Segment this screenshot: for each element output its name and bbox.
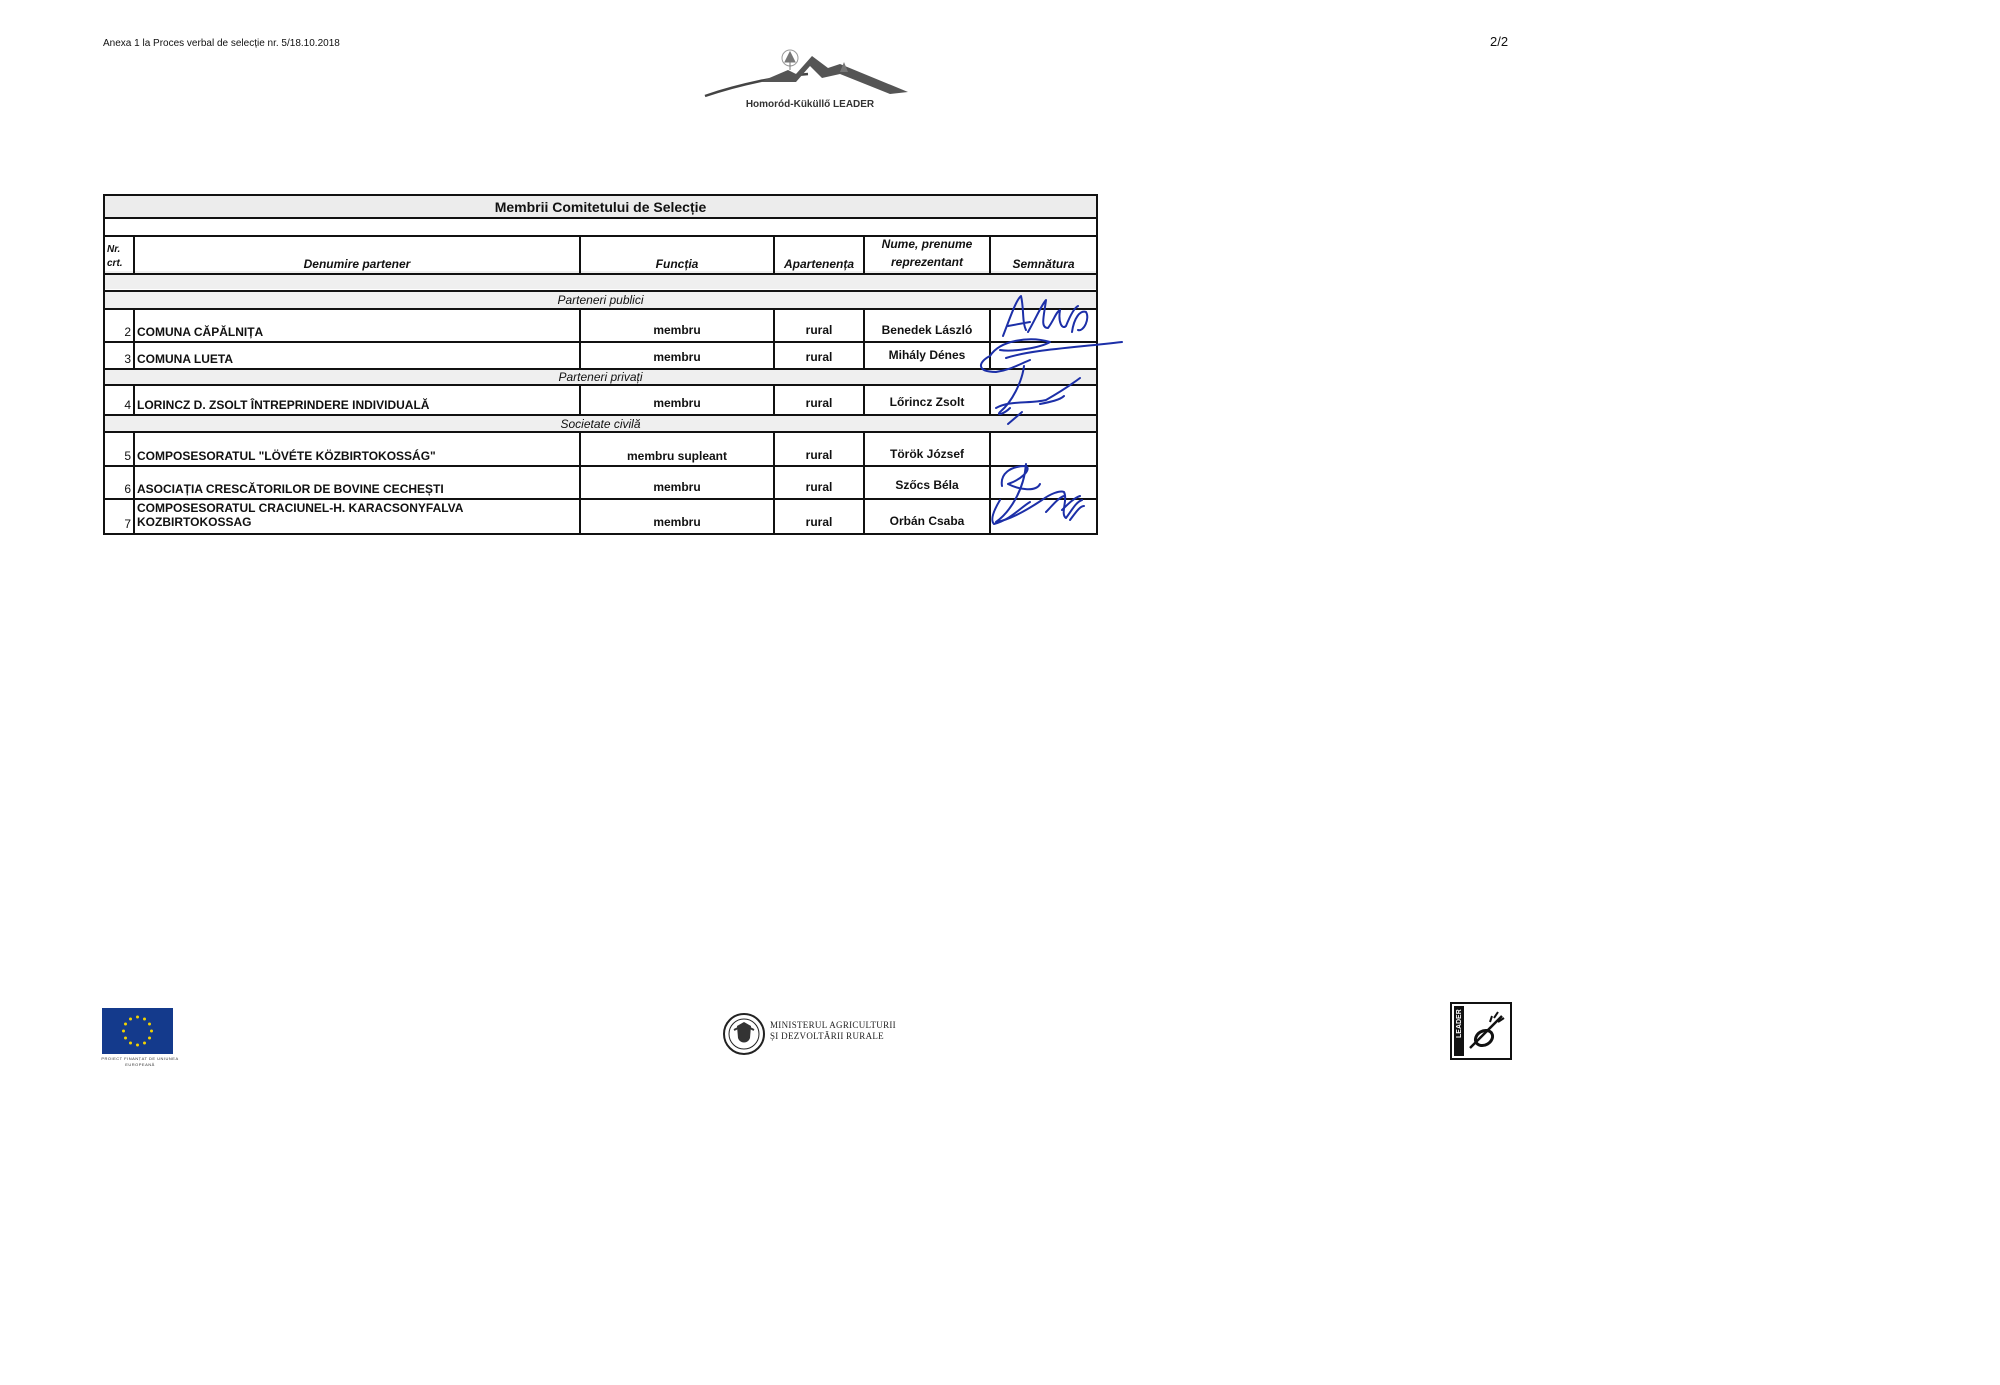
column-header-representative: Nume, prenume reprezentant	[881, 237, 973, 269]
partner-name: COMUNA CĂPĂLNIȚA	[137, 325, 264, 339]
leader-badge-logo	[1450, 1002, 1512, 1060]
representative-name: Török József	[889, 447, 964, 461]
row-number: 5	[124, 449, 131, 463]
representative-name: Benedek László	[881, 323, 973, 337]
org-name: Homoród-Küküllő LEADER	[745, 99, 875, 110]
mountain-logo-icon	[700, 44, 920, 100]
partner-affiliation: rural	[805, 480, 833, 494]
eu-stars-icon	[102, 1008, 173, 1054]
partner-function: membru	[653, 480, 701, 494]
table-title: Membrii Comitetului de Selecție	[105, 196, 1096, 217]
partner-function: membru	[653, 350, 701, 364]
row-number: 4	[124, 398, 131, 412]
romanian-coat-of-arms-icon	[722, 1012, 766, 1056]
homorod-kukullo-leader-logo	[700, 44, 920, 116]
partner-function: membru	[653, 396, 701, 410]
partner-name: LORINCZ D. ZSOLT ÎNTREPRINDERE INDIVIDUALĂ	[137, 398, 430, 412]
ministry-line-2: ȘI DEZVOLTĂRII RURALE	[770, 1031, 884, 1041]
section-civil-society: Societate civilă	[560, 416, 641, 431]
section-private-partners: Parteneri privați	[558, 370, 643, 384]
column-header-function: Funcția	[655, 257, 699, 271]
leader-badge-text: LEADER	[1456, 1009, 1463, 1038]
column-header-signature: Semnătura	[1012, 257, 1075, 271]
partner-affiliation: rural	[805, 448, 833, 462]
representative-name: Szőcs Béla	[895, 478, 959, 492]
column-header-affiliation: Apartenența	[783, 257, 854, 271]
partner-affiliation: rural	[805, 350, 833, 364]
selection-committee-table	[103, 194, 1098, 535]
representative-name: Orbán Csaba	[889, 514, 965, 528]
partner-function: membru supleant	[626, 449, 728, 463]
partner-function: membru	[653, 323, 701, 337]
annex-reference: Anexa 1 la Proces verbal de selecție nr. 5/18.10.2018	[103, 38, 340, 49]
partner-name: COMUNA LUETA	[137, 352, 233, 366]
row-number: 3	[124, 352, 131, 366]
ministry-seal-logo	[722, 1012, 766, 1056]
column-header-nr: Nr. crt.	[107, 244, 123, 269]
row-number: 2	[124, 325, 131, 339]
row-number: 6	[124, 482, 131, 496]
page-number: 2/2	[1490, 34, 1509, 49]
representative-name: Mihály Dénes	[888, 348, 966, 362]
eu-funding-caption: PROIECT FINANȚAT DE UNIUNEA EUROPEANĂ	[101, 1056, 179, 1067]
partner-name: COMPOSESORATUL CRACIUNEL-H. KARACSONYFALVA KOZBIRTOKOSSAG	[137, 501, 464, 529]
partner-affiliation: rural	[805, 396, 833, 410]
partner-function: membru	[653, 515, 701, 529]
representative-name: Lőrincz Zsolt	[889, 395, 965, 409]
partner-name: COMPOSESORATUL "LÖVÉTE KÖZBIRTOKOSSÁG"	[137, 449, 436, 463]
ministry-line-1: MINISTERUL AGRICULTURII	[770, 1020, 896, 1030]
partner-affiliation: rural	[805, 515, 833, 529]
leader-emblem-icon	[1452, 1004, 1510, 1058]
eu-flag-logo	[102, 1008, 173, 1054]
row-number: 7	[124, 517, 131, 531]
section-public-partners: Parteneri publici	[557, 293, 644, 307]
partner-name: ASOCIAȚIA CRESCĂTORILOR DE BOVINE CECHEȘTI	[137, 482, 444, 496]
partner-affiliation: rural	[805, 323, 833, 337]
column-header-partner: Denumire partener	[303, 257, 411, 271]
ministry-name	[770, 1020, 896, 1042]
